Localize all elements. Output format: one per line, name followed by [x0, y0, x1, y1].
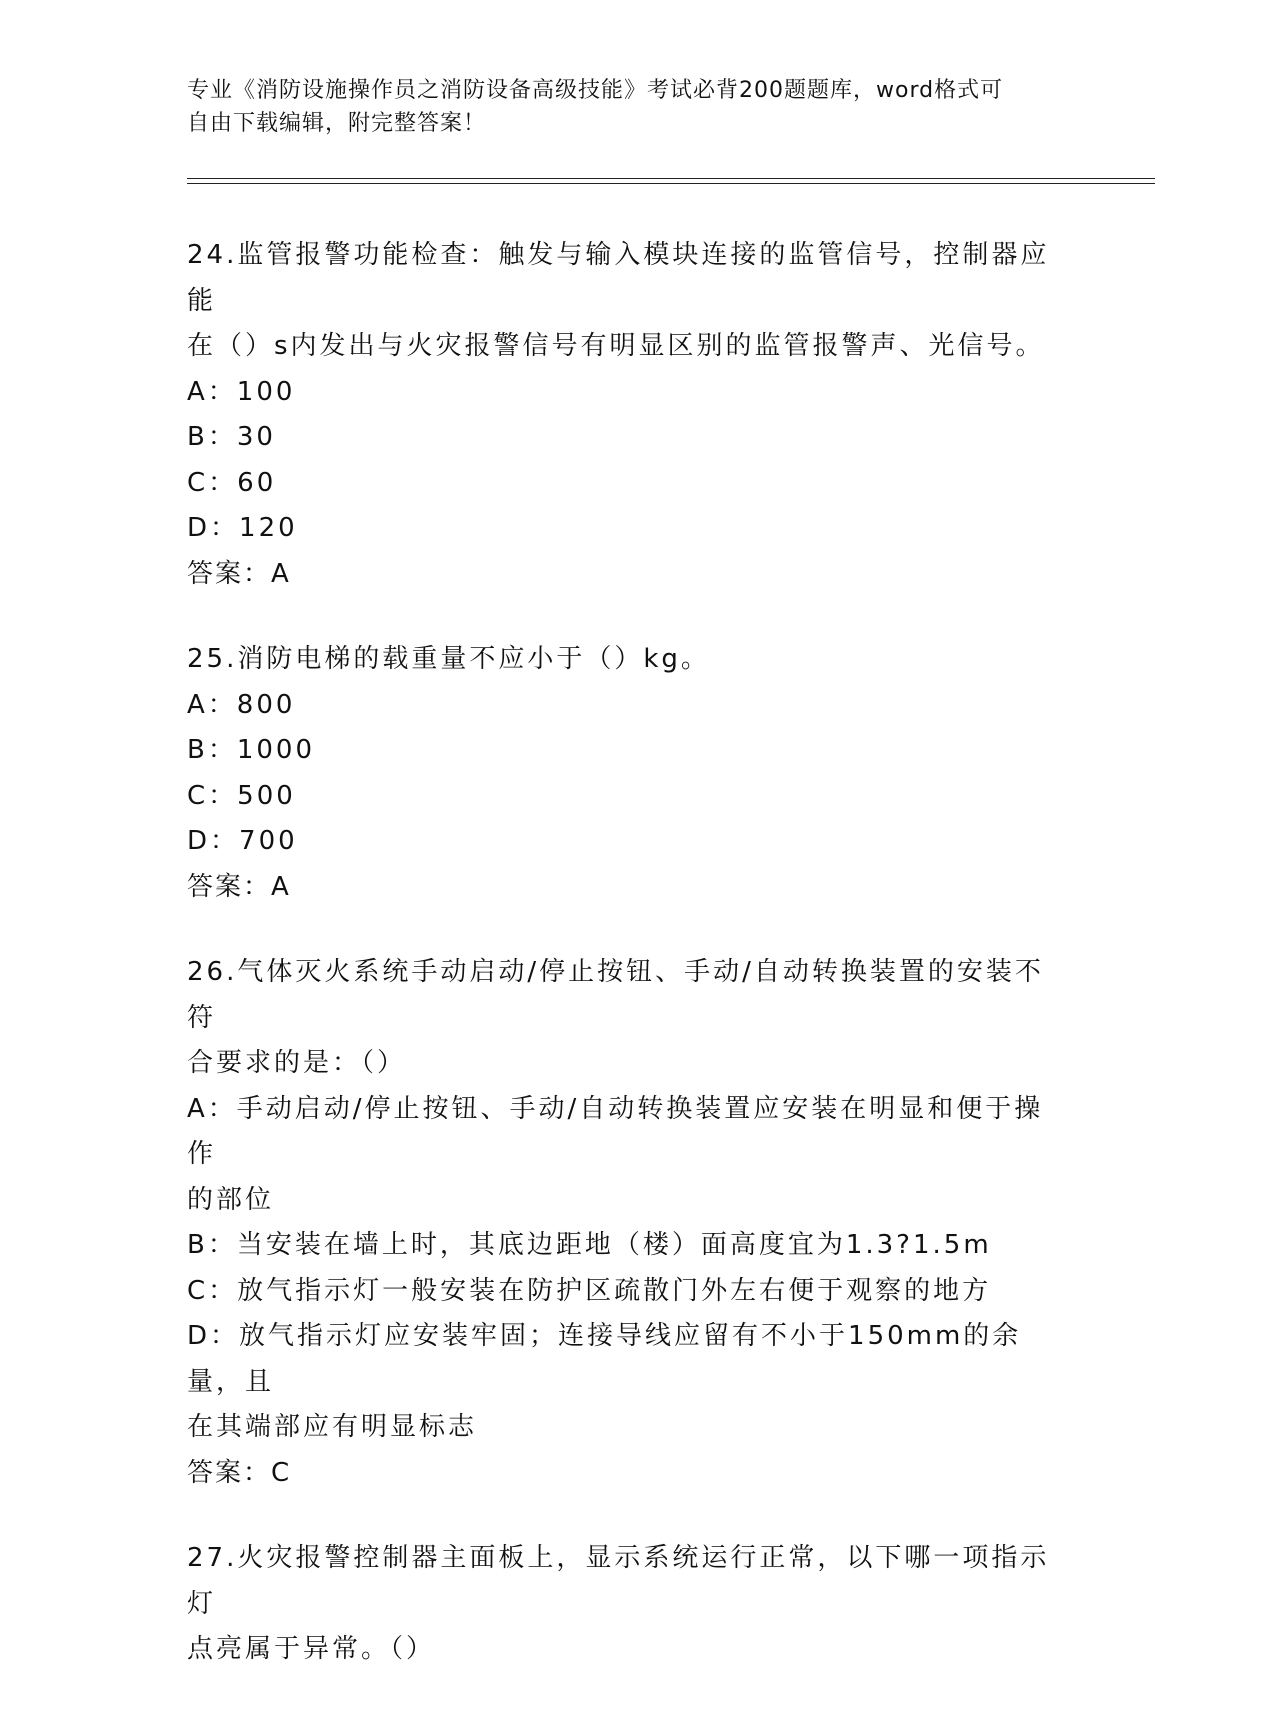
question-24-option-c: C：60 — [187, 467, 277, 498]
question-26-option-b: B：当安装在墙上时，其底边距地（楼）面高度宜为1.3?1.5m — [187, 1230, 992, 1260]
header-line-2: 自由下载编辑，附完整答案！ — [187, 111, 487, 136]
answer-label: 答案： — [187, 1457, 272, 1488]
question-25-option-c: C：500 — [187, 780, 296, 811]
question-24-answer — [187, 552, 1067, 598]
question-26-text-line-2: 合要求的是：（） — [187, 1048, 407, 1078]
question-25 — [187, 637, 1067, 910]
question-list — [187, 233, 1067, 1713]
question-24-text-line-1: 24.监管报警功能检查：触发与输入模块连接的监管信号，控制器应能 — [187, 240, 1050, 316]
question-26-answer-value: C — [271, 1457, 291, 1488]
question-24 — [187, 233, 1067, 597]
question-24-answer-value: A — [271, 558, 290, 589]
question-26-option-a-line-2: 的部位 — [187, 1184, 275, 1215]
question-25-answer-value: A — [271, 871, 290, 902]
answer-label: 答案： — [187, 558, 272, 589]
question-24-text-line-2: 在（）s内发出与火灾报警信号有明显区别的监管报警声、光信号。 — [187, 331, 1045, 361]
header-line-1: 专业《消防设施操作员之消防设备高级技能》考试必背200题题库，word格式可 — [187, 78, 1004, 103]
header-divider-top — [187, 178, 1155, 179]
question-25-option-a: A：800 — [187, 689, 296, 720]
document-header — [187, 74, 1067, 140]
question-27-text-line-1: 27.火灾报警控制器主面板上，显示系统运行正常，以下哪一项指示灯 — [187, 1543, 1050, 1619]
question-26 — [187, 950, 1067, 1496]
question-26-text-line-1: 26.气体灭火系统手动启动/停止按钮、手动/自动转换装置的安装不符 — [187, 957, 1044, 1033]
header-divider-bottom — [187, 183, 1155, 184]
question-25-option-d: D：700 — [187, 826, 298, 856]
question-27 — [187, 1536, 1067, 1673]
question-25-answer — [187, 865, 1067, 911]
question-27-text-line-2: 点亮属于异常。（） — [187, 1634, 436, 1664]
question-26-option-a-line-1: A：手动启动/停止按钮、手动/自动转换装置应安装在明显和便于操作 — [187, 1093, 1044, 1169]
question-26-option-d-line-2: 在其端部应有明显标志 — [187, 1412, 478, 1442]
question-25-option-b: B：1000 — [187, 735, 316, 765]
question-26-answer — [187, 1451, 1067, 1497]
answer-label: 答案： — [187, 871, 272, 902]
question-24-option-a: A：100 — [187, 376, 296, 407]
question-24-option-b: B：30 — [187, 422, 276, 452]
question-24-option-d: D：120 — [187, 513, 298, 543]
question-26-option-d-line-1: D：放气指示灯应安装牢固；连接导线应留有不小于150mm的余量，且 — [187, 1321, 1022, 1397]
question-26-option-c: C：放气指示灯一般安装在防护区疏散门外左右便于观察的地方 — [187, 1275, 992, 1306]
question-25-text-line-1: 25.消防电梯的载重量不应小于（）kg。 — [187, 644, 710, 674]
